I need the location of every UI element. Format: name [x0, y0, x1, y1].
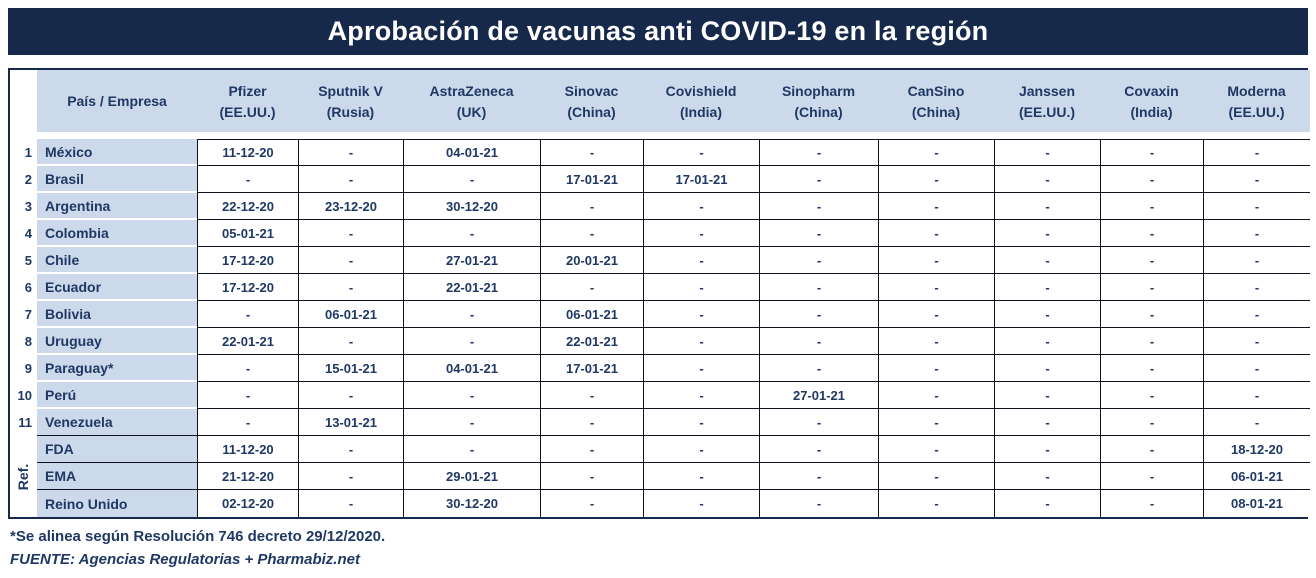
footnote-asterisk: *Se alinea según Resolución 746 decreto 29/12/2020.: [10, 528, 386, 545]
date-cell: -: [643, 328, 759, 355]
date-cell: -: [197, 355, 298, 382]
table-row: [10, 301, 1310, 328]
date-cell: -: [643, 193, 759, 220]
date-cell: -: [759, 139, 878, 166]
column-name: Moderna: [1227, 83, 1286, 100]
row-number: 4: [10, 220, 37, 247]
date-cell: -: [759, 220, 878, 247]
table-row: [10, 355, 1310, 382]
row-number: 10: [10, 382, 37, 409]
date-cell: -: [759, 193, 878, 220]
date-cell: -: [643, 463, 759, 490]
table-row: [10, 193, 1310, 220]
date-cell: 23-12-20: [298, 193, 403, 220]
date-cell: -: [759, 436, 878, 463]
column-origin: (Rusia): [326, 103, 375, 120]
country-cell: Bolivia: [37, 301, 197, 328]
date-cell: -: [643, 220, 759, 247]
date-cell: -: [197, 166, 298, 193]
row-number: 9: [10, 355, 37, 382]
date-cell: -: [878, 220, 994, 247]
date-cell: -: [759, 463, 878, 490]
reference-row: [10, 463, 1310, 490]
date-cell: -: [197, 409, 298, 436]
date-cell: -: [878, 166, 994, 193]
date-cell: 15-01-21: [298, 355, 403, 382]
column-name: Pfizer: [228, 83, 267, 100]
date-cell: -: [994, 220, 1100, 247]
date-cell: 27-01-21: [403, 247, 540, 274]
date-cell: -: [878, 139, 994, 166]
column-origin: (EE.UU.): [1228, 103, 1285, 120]
date-cell: -: [1100, 166, 1203, 193]
date-cell: -: [878, 247, 994, 274]
date-cell: -: [1100, 139, 1203, 166]
country-cell: Chile: [37, 247, 197, 274]
date-cell: -: [759, 247, 878, 274]
date-cell: 11-12-20: [197, 436, 298, 463]
date-cell: -: [298, 328, 403, 355]
ref-label: [10, 436, 37, 517]
date-cell: -: [878, 490, 994, 517]
date-cell: 17-12-20: [197, 274, 298, 301]
country-cell: Colombia: [37, 220, 197, 247]
date-cell: -: [643, 247, 759, 274]
footnote-source: FUENTE: Agencias Regulatorias + Pharmabiz.net: [10, 551, 360, 569]
row-number: 11: [10, 409, 37, 436]
date-cell: -: [759, 301, 878, 328]
date-cell: -: [643, 409, 759, 436]
date-cell: -: [298, 247, 403, 274]
date-cell: -: [878, 463, 994, 490]
date-cell: -: [403, 382, 540, 409]
date-cell: 04-01-21: [403, 139, 540, 166]
header-spacer: [10, 132, 1310, 139]
ref-label-text: Ref.: [15, 463, 32, 490]
date-cell: -: [540, 490, 643, 517]
date-cell: -: [1203, 382, 1310, 409]
country-cell: México: [37, 139, 197, 166]
reference-row: [10, 490, 1310, 517]
column-header: [540, 70, 643, 132]
date-cell: -: [994, 409, 1100, 436]
column-origin: (EE.UU.): [1019, 103, 1075, 120]
date-cell: -: [403, 436, 540, 463]
column-name: Covishield: [665, 83, 737, 100]
column-header: [197, 70, 298, 132]
date-cell: -: [1100, 220, 1203, 247]
country-cell: FDA: [37, 436, 197, 463]
row-number-header: [10, 70, 37, 132]
ref-group-cell: [10, 436, 37, 517]
date-cell: -: [1100, 301, 1203, 328]
date-cell: -: [197, 301, 298, 328]
column-header: [1203, 70, 1310, 132]
date-cell: -: [1100, 463, 1203, 490]
row-number: 7: [10, 301, 37, 328]
table-row: [10, 247, 1310, 274]
date-cell: 20-01-21: [540, 247, 643, 274]
table-row: [10, 139, 1310, 166]
column-name: Covaxin: [1124, 83, 1179, 100]
column-name: Janssen: [1018, 83, 1076, 100]
date-cell: -: [1100, 409, 1203, 436]
date-cell: 22-01-21: [197, 328, 298, 355]
table-row: [10, 328, 1310, 355]
date-cell: -: [878, 328, 994, 355]
country-cell: Paraguay*: [37, 355, 197, 382]
date-cell: -: [1100, 382, 1203, 409]
vaccines-table: [10, 70, 1310, 517]
date-cell: -: [197, 382, 298, 409]
date-cell: -: [759, 328, 878, 355]
date-cell: -: [643, 301, 759, 328]
date-cell: -: [994, 355, 1100, 382]
date-cell: -: [298, 274, 403, 301]
column-header: [994, 70, 1100, 132]
footnotes: [8, 525, 1308, 572]
date-cell: -: [1203, 139, 1310, 166]
date-cell: 18-12-20: [1203, 436, 1310, 463]
table-body: [10, 70, 1310, 517]
date-cell: -: [298, 220, 403, 247]
date-cell: -: [403, 166, 540, 193]
date-cell: -: [643, 355, 759, 382]
date-cell: -: [298, 436, 403, 463]
date-cell: -: [994, 193, 1100, 220]
date-cell: -: [298, 382, 403, 409]
date-cell: 17-01-21: [540, 355, 643, 382]
column-origin: (India): [1130, 103, 1173, 120]
country-cell: Ecuador: [37, 274, 197, 301]
date-cell: 05-01-21: [197, 220, 298, 247]
date-cell: -: [1100, 328, 1203, 355]
date-cell: -: [994, 274, 1100, 301]
table-container: [8, 68, 1308, 519]
title-bar: [8, 8, 1308, 55]
date-cell: -: [1100, 355, 1203, 382]
date-cell: 17-01-21: [540, 166, 643, 193]
date-cell: -: [878, 436, 994, 463]
date-cell: -: [878, 382, 994, 409]
date-cell: -: [1203, 409, 1310, 436]
row-number: 1: [10, 139, 37, 166]
row-number: 8: [10, 328, 37, 355]
date-cell: 04-01-21: [403, 355, 540, 382]
date-cell: -: [878, 193, 994, 220]
date-cell: -: [643, 382, 759, 409]
date-cell: 30-12-20: [403, 490, 540, 517]
date-cell: 30-12-20: [403, 193, 540, 220]
date-cell: -: [540, 382, 643, 409]
date-cell: 27-01-21: [759, 382, 878, 409]
column-origin: (India): [680, 103, 722, 120]
column-header: [298, 70, 403, 132]
date-cell: 29-01-21: [403, 463, 540, 490]
date-cell: -: [540, 409, 643, 436]
date-cell: -: [298, 463, 403, 490]
date-cell: -: [403, 328, 540, 355]
row-number: 6: [10, 274, 37, 301]
date-cell: -: [1100, 193, 1203, 220]
row-number: 3: [10, 193, 37, 220]
date-cell: 06-01-21: [540, 301, 643, 328]
column-header: [878, 70, 994, 132]
country-cell: Perú: [37, 382, 197, 409]
date-cell: -: [994, 166, 1100, 193]
date-cell: -: [994, 139, 1100, 166]
date-cell: 22-01-21: [540, 328, 643, 355]
date-cell: -: [540, 193, 643, 220]
date-cell: -: [994, 436, 1100, 463]
date-cell: 17-12-20: [197, 247, 298, 274]
date-cell: -: [643, 436, 759, 463]
column-name: Sinopharm: [781, 83, 856, 100]
date-cell: -: [878, 355, 994, 382]
reference-row: [10, 436, 1310, 463]
row-number: 5: [10, 247, 37, 274]
date-cell: -: [1100, 247, 1203, 274]
column-origin: (China): [794, 103, 843, 120]
country-cell: Uruguay: [37, 328, 197, 355]
table-row: [10, 220, 1310, 247]
date-cell: -: [1100, 490, 1203, 517]
page-title: Aprobación de vacunas anti COVID-19 en la región: [327, 16, 989, 46]
country-cell: Brasil: [37, 166, 197, 193]
row-number: 2: [10, 166, 37, 193]
date-cell: -: [643, 139, 759, 166]
date-cell: -: [759, 274, 878, 301]
table-row: [10, 409, 1310, 436]
date-cell: -: [643, 490, 759, 517]
date-cell: -: [298, 490, 403, 517]
date-cell: -: [994, 382, 1100, 409]
date-cell: -: [1203, 220, 1310, 247]
date-cell: 17-01-21: [643, 166, 759, 193]
date-cell: -: [994, 463, 1100, 490]
date-cell: 06-01-21: [1203, 463, 1310, 490]
date-cell: -: [540, 463, 643, 490]
date-cell: -: [994, 301, 1100, 328]
column-origin: (China): [911, 103, 961, 120]
table-row: [10, 166, 1310, 193]
date-cell: 13-01-21: [298, 409, 403, 436]
column-name: Sinovac: [564, 83, 619, 100]
date-cell: 21-12-20: [197, 463, 298, 490]
date-cell: -: [1203, 301, 1310, 328]
column-header: [759, 70, 878, 132]
date-cell: -: [540, 436, 643, 463]
date-cell: -: [994, 328, 1100, 355]
date-cell: -: [1203, 166, 1310, 193]
date-cell: -: [298, 139, 403, 166]
country-cell: EMA: [37, 463, 197, 490]
table-row: [10, 382, 1310, 409]
spacer-cell: [10, 132, 1310, 139]
corner-header: País / Empresa: [37, 70, 197, 132]
column-name: AstraZeneca: [429, 83, 514, 100]
date-cell: -: [1203, 247, 1310, 274]
date-cell: -: [643, 274, 759, 301]
date-cell: -: [403, 409, 540, 436]
date-cell: 22-01-21: [403, 274, 540, 301]
date-cell: 22-12-20: [197, 193, 298, 220]
country-cell: Argentina: [37, 193, 197, 220]
date-cell: -: [540, 220, 643, 247]
date-cell: -: [540, 274, 643, 301]
column-origin: (UK): [456, 103, 487, 120]
date-cell: -: [540, 139, 643, 166]
date-cell: -: [1203, 274, 1310, 301]
table-row: [10, 274, 1310, 301]
date-cell: -: [878, 409, 994, 436]
date-cell: -: [403, 220, 540, 247]
date-cell: 11-12-20: [197, 139, 298, 166]
date-cell: -: [1100, 436, 1203, 463]
date-cell: -: [878, 274, 994, 301]
column-name: Sputnik V: [318, 83, 383, 100]
date-cell: -: [994, 490, 1100, 517]
date-cell: -: [1100, 274, 1203, 301]
date-cell: -: [759, 355, 878, 382]
date-cell: -: [1203, 355, 1310, 382]
date-cell: -: [759, 409, 878, 436]
column-header: [403, 70, 540, 132]
date-cell: -: [994, 247, 1100, 274]
date-cell: -: [1203, 328, 1310, 355]
column-origin: (China): [567, 103, 616, 120]
country-cell: Venezuela: [37, 409, 197, 436]
column-header: [643, 70, 759, 132]
table-header-row: [10, 70, 1310, 132]
date-cell: -: [759, 490, 878, 517]
date-cell: 02-12-20: [197, 490, 298, 517]
column-header: [1100, 70, 1203, 132]
date-cell: -: [298, 166, 403, 193]
column-name: CanSino: [907, 83, 965, 100]
date-cell: 08-01-21: [1203, 490, 1310, 517]
date-cell: -: [878, 301, 994, 328]
column-origin: (EE.UU.): [219, 103, 276, 120]
country-cell: Reino Unido: [37, 490, 197, 517]
date-cell: -: [403, 301, 540, 328]
date-cell: 06-01-21: [298, 301, 403, 328]
date-cell: -: [1203, 193, 1310, 220]
date-cell: -: [759, 166, 878, 193]
